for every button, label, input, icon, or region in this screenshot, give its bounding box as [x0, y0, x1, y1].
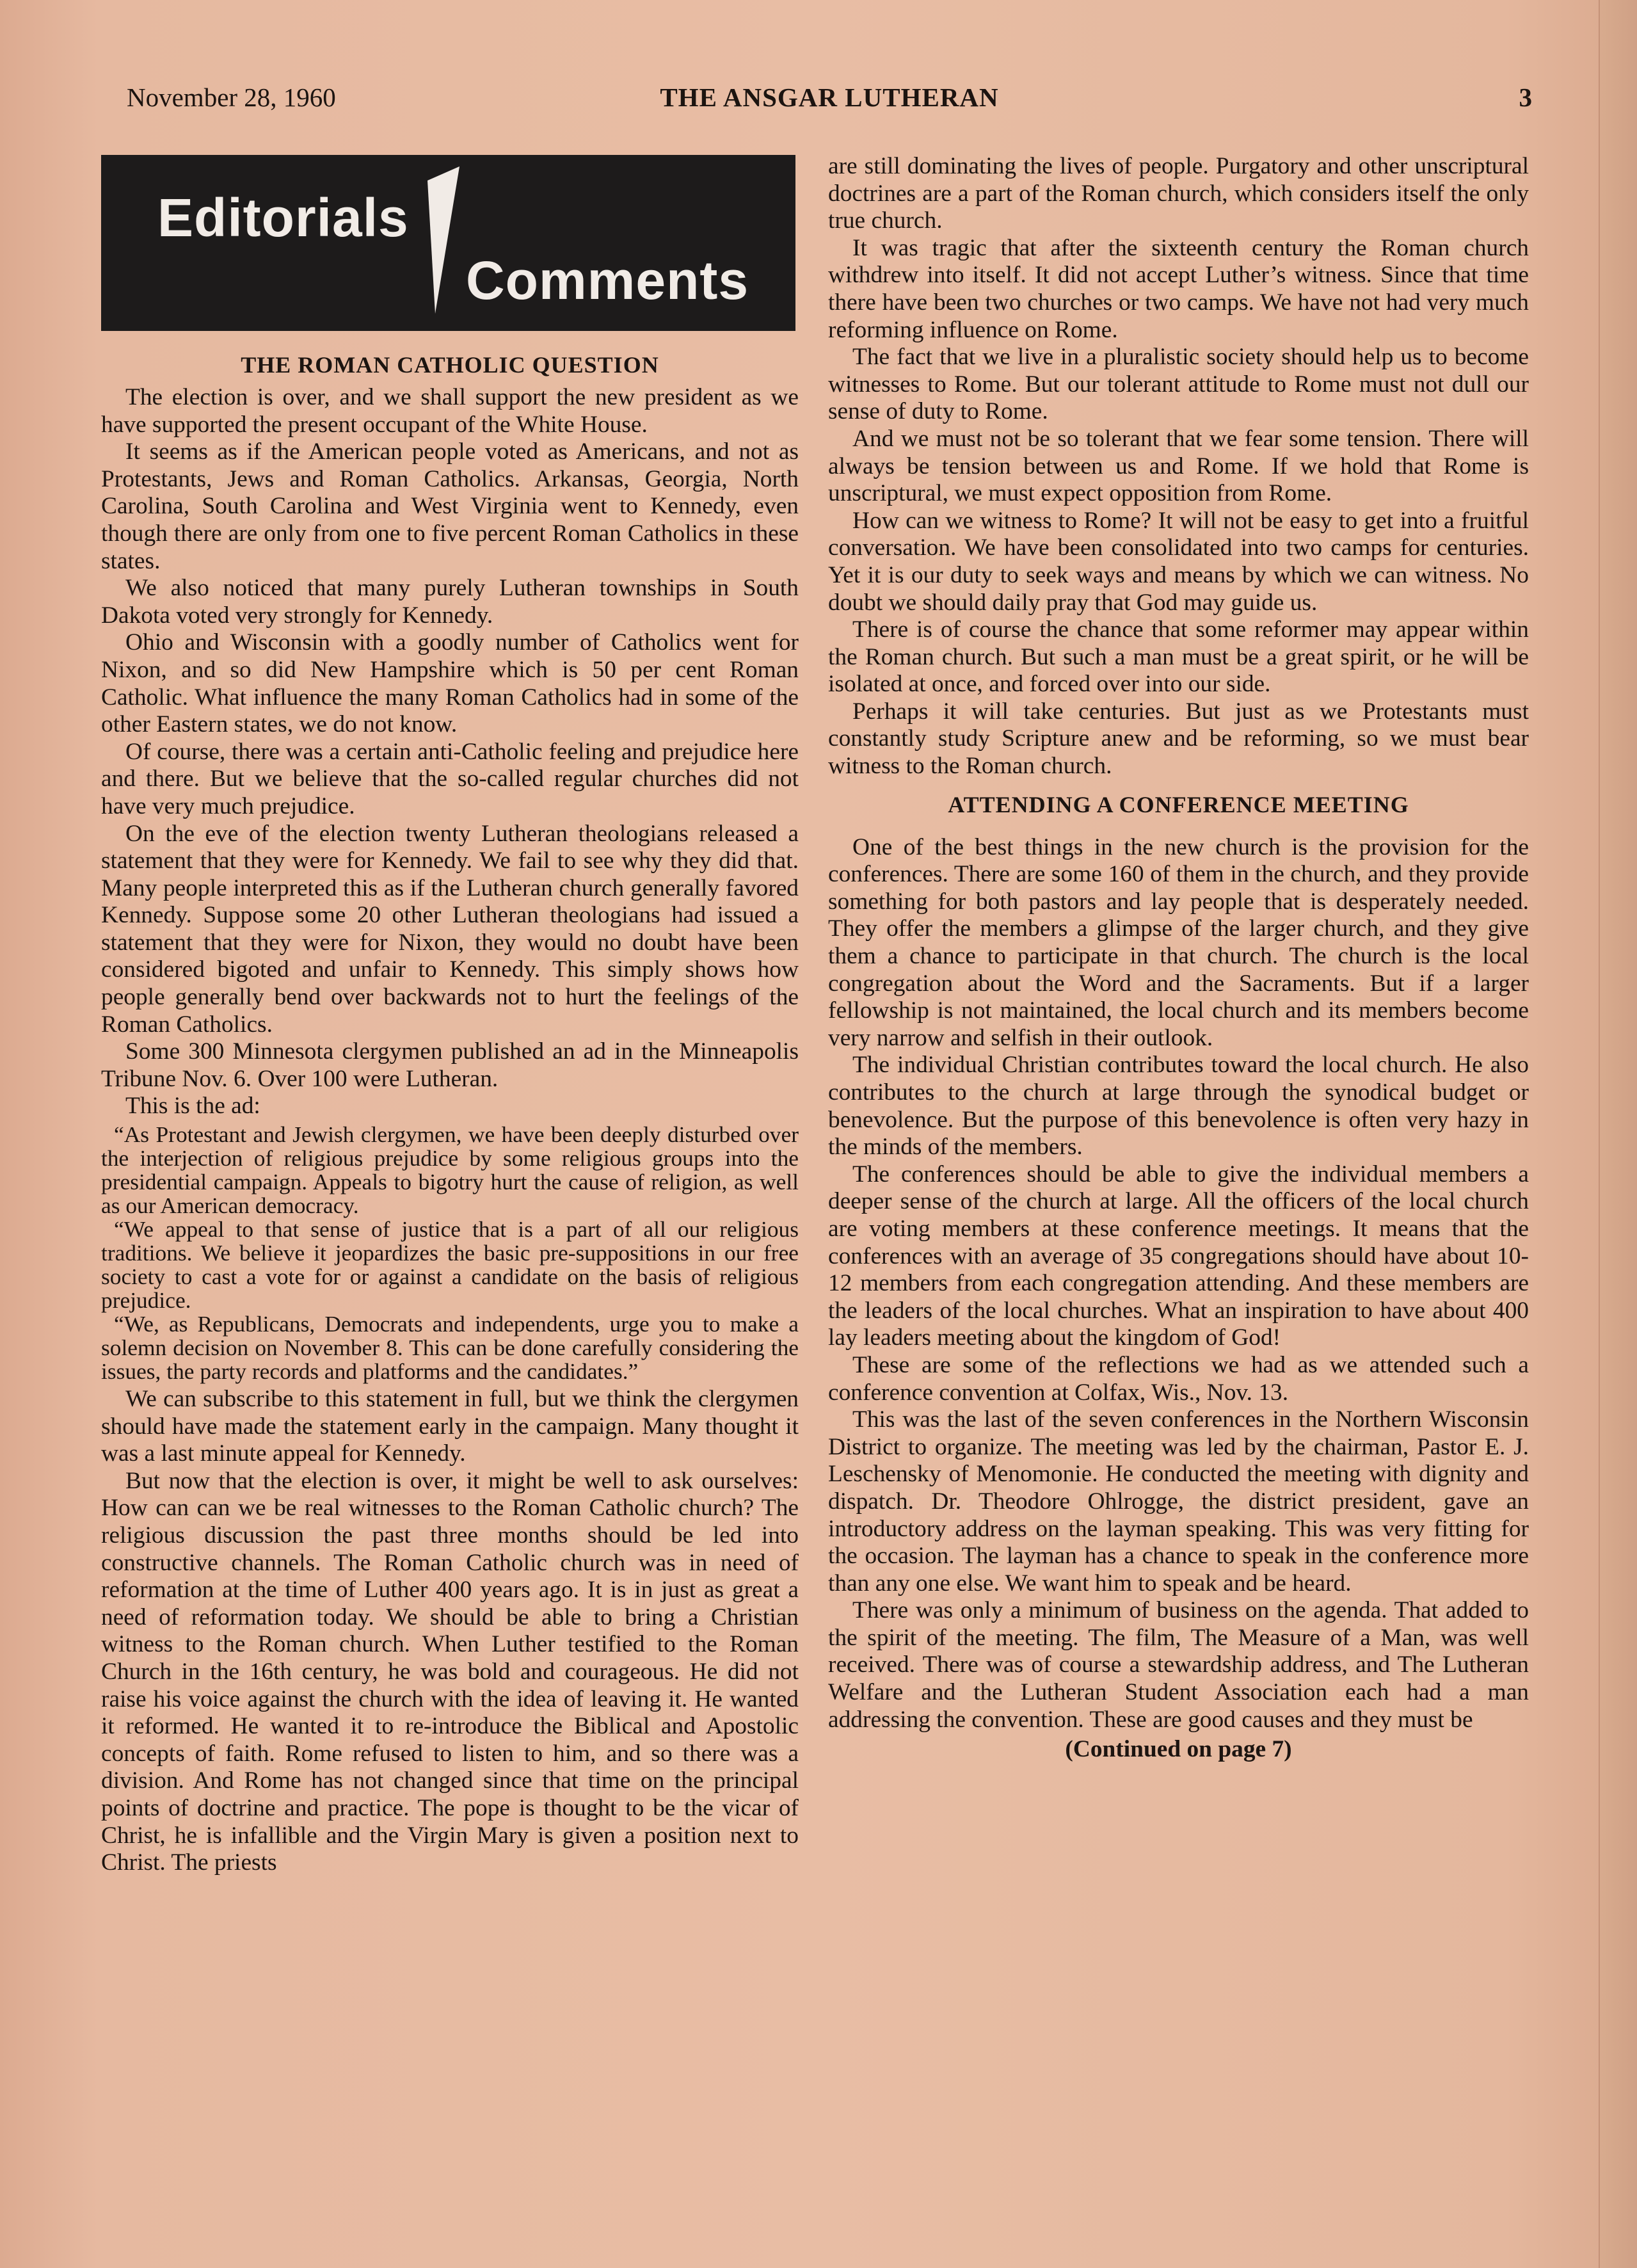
- paragraph: The fact that we live in a pluralistic society should help us to become witnesses to Rome. But our tolerant attitude to Rome must not dull our sense of duty to Rome.: [828, 344, 1529, 425]
- quoted-ad: [101, 1123, 799, 1383]
- issue-date: November 28, 1960: [127, 83, 336, 112]
- paragraph: But now that the election is over, it might be well to ask ourselves: How can can we be real witnesses to the Roman Catholic church? The religious discussion the past three months should be led into constructive channels. The Roman Catholic church was in need of reformation at the time of Luther 400 years ago. It is in just as great a need of reformation today. We should be able to bring a Christian witness to the Roman church. When Luther testified to the Roman Church in the 16th century, he was bold and courageous. He did not raise his voice against the church with the idea of leaving it. He wanted it reformed. He wanted it to re-introduce the Biblical and Apostolic concepts of faith. Rome refused to listen to him, and so there was a division. And Rome has not changed since that time on the principal points of doctrine and practice. The pope is thought to be the vicar of Christ, he is infallible and the Virgin Mary is given a position next to Christ. The priests: [101, 1467, 799, 1876]
- right-column: [828, 153, 1529, 1764]
- left-column: [101, 351, 799, 1877]
- quote-paragraph: “We appeal to that sense of justice that is a part of all our religious traditions. We believe it jeopardizes the basic pre-suppositions in our free society to cast a vote for or against a candidate on the basis of religious prejudice.: [101, 1216, 799, 1314]
- article-title: ATTENDING A CONFERENCE MEETING: [948, 791, 1409, 817]
- page-number: 3: [1519, 83, 1532, 112]
- paragraph: This was the last of the seven conferences in the Northern Wisconsin District to organize. The meeting was led by the chairman, Pastor E. J. Leschensky of Menomonie. He conducted the meeting with dignity and dispatch. Dr. Theodore Ohlrogge, the district president, gave an introductory address on the layman speaking. This was very fitting for the occasion. The layman has a chance to speak in the conference more than any one else. We want him to speak and be heard.: [828, 1406, 1529, 1596]
- paragraph: The election is over, and we shall support the new president as we have supported the present occupant of the White House.: [101, 384, 799, 438]
- paragraph: are still dominating the lives of people. Purgatory and other unscriptural doctrines are a part of the Roman church, which considers itself the only true church.: [828, 153, 1529, 234]
- editorials-banner: [101, 155, 795, 331]
- paragraph: It was tragic that after the sixteenth century the Roman church withdrew into itself. It did not accept Luther’s witness. Since that time there have been two churches or two camps. We have not had very much reforming influence on Rome.: [828, 234, 1529, 343]
- page-edge: [1599, 0, 1637, 2268]
- banner-word-editorials: Editorials: [157, 188, 409, 248]
- paragraph: One of the best things in the new church is the provision for the conferences. There are some 160 of them in the church, and they provide something for both pastors and lay people that is desperately needed. They offer the members a glimpse of the larger church, and they give them a chance to participate in that church. The church is the local congregation about the Word and the Sacraments. But if a larger fellowship is not maintained, the local church and its members become very narrow and selfish in their outlook.: [828, 833, 1529, 1051]
- quote-paragraph: “We, as Republicans, Democrats and independents, urge you to make a solemn decision on November 8. This can be done carefully considering the issues, the party records and platforms and the candidates.”: [101, 1311, 799, 1385]
- paragraph: Some 300 Minnesota clergymen published an ad in the Minneapolis Tribune Nov. 6. Over 100 were Lutheran.: [101, 1038, 799, 1092]
- paragraph: The conferences should be able to give the individual members a deeper sense of the church at large. All the officers of the local church are voting members at these conference meetings. It means that the conferences with an average of 35 congregations should have about 10-12 members from each congregation attending. And these members are the leaders of the local churches. What an inspiration to have about 400 lay leaders meeting about the kingdom of God!: [828, 1161, 1529, 1351]
- article-title: THE ROMAN CATHOLIC QUESTION: [241, 352, 659, 378]
- paragraph: How can we witness to Rome? It will not be easy to get into a fruitful conversation. We have been consolidated into two camps for centuries. Yet it is our duty to seek ways and means by which we can witness. No doubt we should daily pray that God may guide us.: [828, 507, 1529, 616]
- paragraph: Ohio and Wisconsin with a goodly number of Catholics went for Nixon, and so did New Hampshire which is 50 per cent Roman Catholic. What influence the many Roman Catholics had in some of the other Eastern states, we do not know.: [101, 629, 799, 738]
- paragraph: There was only a minimum of business on the agenda. That added to the spirit of the meeting. The film, The Measure of a Man, was well received. There was of course a stewardship address, and The Lutheran Welfare and the Lutheran Student Association each had a man addressing the convention. These are good causes and they must be: [828, 1597, 1529, 1733]
- page-header: [127, 82, 1532, 120]
- paragraph: This is the ad:: [125, 1093, 260, 1120]
- paragraph: It seems as if the American people voted as Americans, and not as Protestants, Jews and Roman Catholics. Arkansas, Georgia, North Carolina, South Carolina and West Virginia went to Kennedy, even though there are only from one to five percent Roman Catholics in these states.: [101, 438, 799, 574]
- paragraph: There is of course the chance that some reformer may appear within the Roman church. But such a man must be a great spirit, or he will be isolated at once, and forced over into our side.: [828, 616, 1529, 698]
- quote-paragraph: “As Protestant and Jewish clergymen, we have been deeply disturbed over the interjection of religious prejudice by some religious groups into the presidential campaign. Appeals to bigotry hurt the cause of religion, as well as our American democracy.: [101, 1122, 799, 1219]
- paragraph: And we must not be so tolerant that we fear some tension. There will always be tension between us and Rome. If we hold that Rome is unscriptural, we must expect opposition from Rome.: [828, 425, 1529, 507]
- publication-title: THE ANSGAR LUTHERAN: [660, 83, 999, 112]
- paragraph: On the eve of the election twenty Lutheran theologians released a statement that they were for Kennedy. We fail to see why they did that. Many people interpreted this as if the Lutheran church generally favored Kennedy. Suppose some 20 other Lutheran theologians had issued a statement that they were for Nixon, they would no doubt have been considered bigoted and unfair to Kennedy. This simply shows how people generally bend over backwards not to hurt the feelings of the Roman Catholics.: [101, 820, 799, 1038]
- paragraph: We also noticed that many purely Lutheran townships in South Dakota voted very strongly for Kennedy.: [101, 575, 799, 629]
- banner-word-comments: Comments: [466, 250, 749, 310]
- paragraph: The individual Christian contributes toward the local church. He also contributes to the church at large through the synodical budget or benevolence. But the purpose of this benevolence is often very hazy in the minds of the members.: [828, 1052, 1529, 1161]
- paragraph: We can subscribe to this statement in full, but we think the clergymen should have made the statement early in the campaign. Many thought it was a last minute appeal for Kennedy.: [101, 1386, 799, 1467]
- paragraph: These are some of the reflections we had as we attended such a conference convention at Colfax, Wis., Nov. 13.: [828, 1351, 1529, 1406]
- continued-note: (Continued on page 7): [1065, 1736, 1292, 1763]
- paragraph: Of course, there was a certain anti-Catholic feeling and prejudice here and there. But we believe that the so-called regular churches did not have very much prejudice.: [101, 738, 799, 819]
- paragraph: Perhaps it will take centuries. But just as we Protestants must constantly study Scripture anew and be reforming, so we must bear witness to the Roman church.: [828, 698, 1529, 780]
